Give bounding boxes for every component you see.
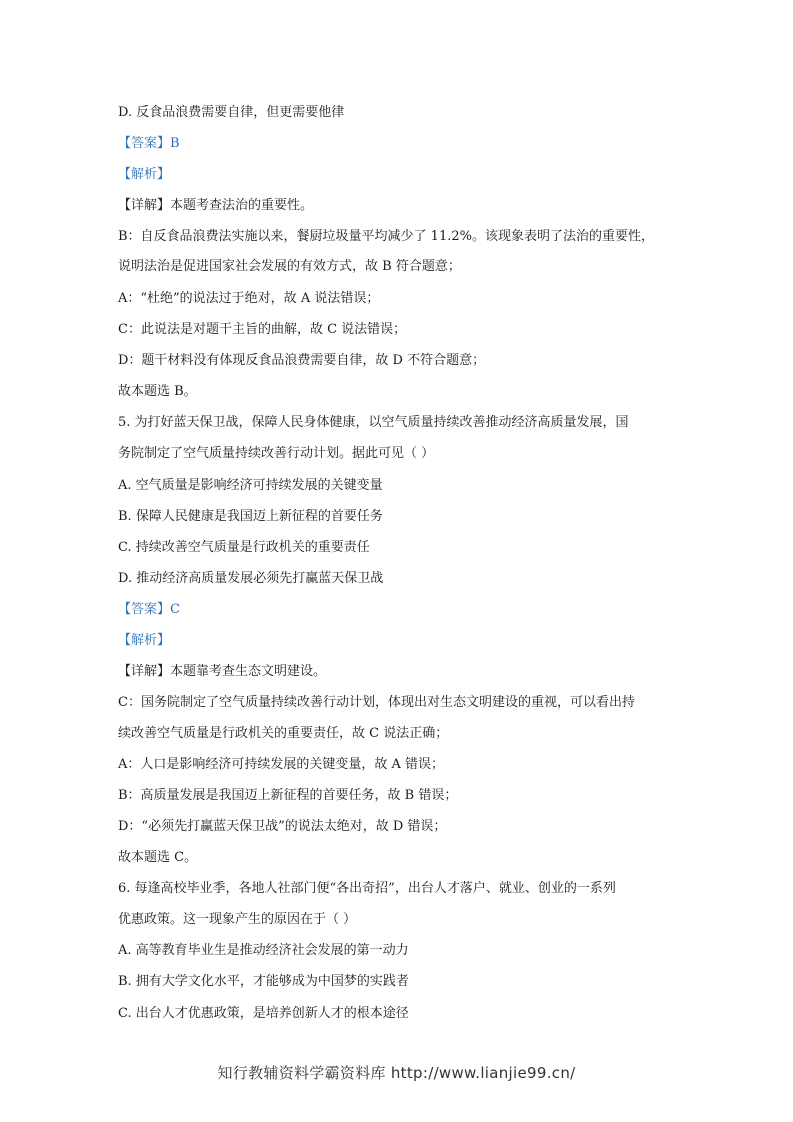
text-line: 说明法治是促进国家社会发展的有效方式，故 B 符合题意； <box>118 259 461 274</box>
text-line: 【详解】本题靠考查生态文明建设。 <box>118 664 327 679</box>
text-line: C. 出台人才优惠政策，是培养创新人才的根本途径 <box>118 1006 409 1021</box>
text-line: C：此说法是对题干主旨的曲解，故 C 说法错误； <box>118 322 407 337</box>
text-line: A. 空气质量是影响经济可持续发展的关键变量 <box>118 478 383 493</box>
text-line: D. 反食品浪费需要自律，但更需要他律 <box>118 105 345 120</box>
text-line: D. 推动经济高质量发展必须先打赢蓝天保卫战 <box>118 571 384 586</box>
analysis-heading: 【解析】 <box>118 167 171 182</box>
text-line: 故本题选 C。 <box>118 850 198 865</box>
text-line: 优惠政策。这一现象产生的原因在于（ ） <box>118 912 357 927</box>
analysis-heading: 【解析】 <box>118 633 171 648</box>
text-line: D：题干材料没有体现反食品浪费需要自律，故 D 不符合题意； <box>118 353 486 368</box>
text-line: D：“必须先打赢蓝天保卫战”的说法太绝对，故 D 错误； <box>118 819 447 834</box>
answer-line: 【答案】C <box>118 602 180 617</box>
text-line: 5. 为打好蓝天保卫战，保障人民身体健康，以空气质量持续改善推动经济高质量发展，国 <box>118 415 629 430</box>
text-line: B：高质量发展是我国迈上新征程的首要任务，故 B 错误； <box>118 788 458 803</box>
footer-watermark: 知行教辅资料学霸资料库 http://www.lianjie99.cn/ <box>217 1064 576 1082</box>
text-line: 务院制定了空气质量持续改善行动计划。据此可见（ ） <box>118 446 435 461</box>
text-line: B. 拥有大学文化水平，才能够成为中国梦的实践者 <box>118 974 409 989</box>
text-line: 故本题选 B。 <box>118 384 197 399</box>
text-line: 6. 每逢高校毕业季，各地人社部门便“各出奇招”，出台人才落户、就业、创业的一系列 <box>118 881 616 896</box>
text-line: B. 保障人民健康是我国迈上新征程的首要任务 <box>118 509 383 524</box>
text-line: C：国务院制定了空气质量持续改善行动计划，体现出对生态文明建设的重视，可以看出持 <box>118 695 635 710</box>
text-line: B：自反食品浪费法实施以来，餐厨垃圾量平均减少了 11.2%。该现象表明了法治的重要性， <box>118 229 654 244</box>
text-line: A. 高等教育毕业生是推动经济社会发展的第一动力 <box>118 943 409 958</box>
text-line: C. 持续改善空气质量是行政机关的重要责任 <box>118 540 370 555</box>
answer-line: 【答案】B <box>118 136 180 151</box>
text-line: 续改善空气质量是行政机关的重要责任，故 C 说法正确； <box>118 726 449 741</box>
text-line: 【详解】本题考查法治的重要性。 <box>118 198 314 213</box>
text-line: A：人口是影响经济可持续发展的关键变量，故 A 错误； <box>118 757 445 772</box>
text-line: A：“杜绝”的说法过于绝对，故 A 说法错误； <box>118 291 380 306</box>
